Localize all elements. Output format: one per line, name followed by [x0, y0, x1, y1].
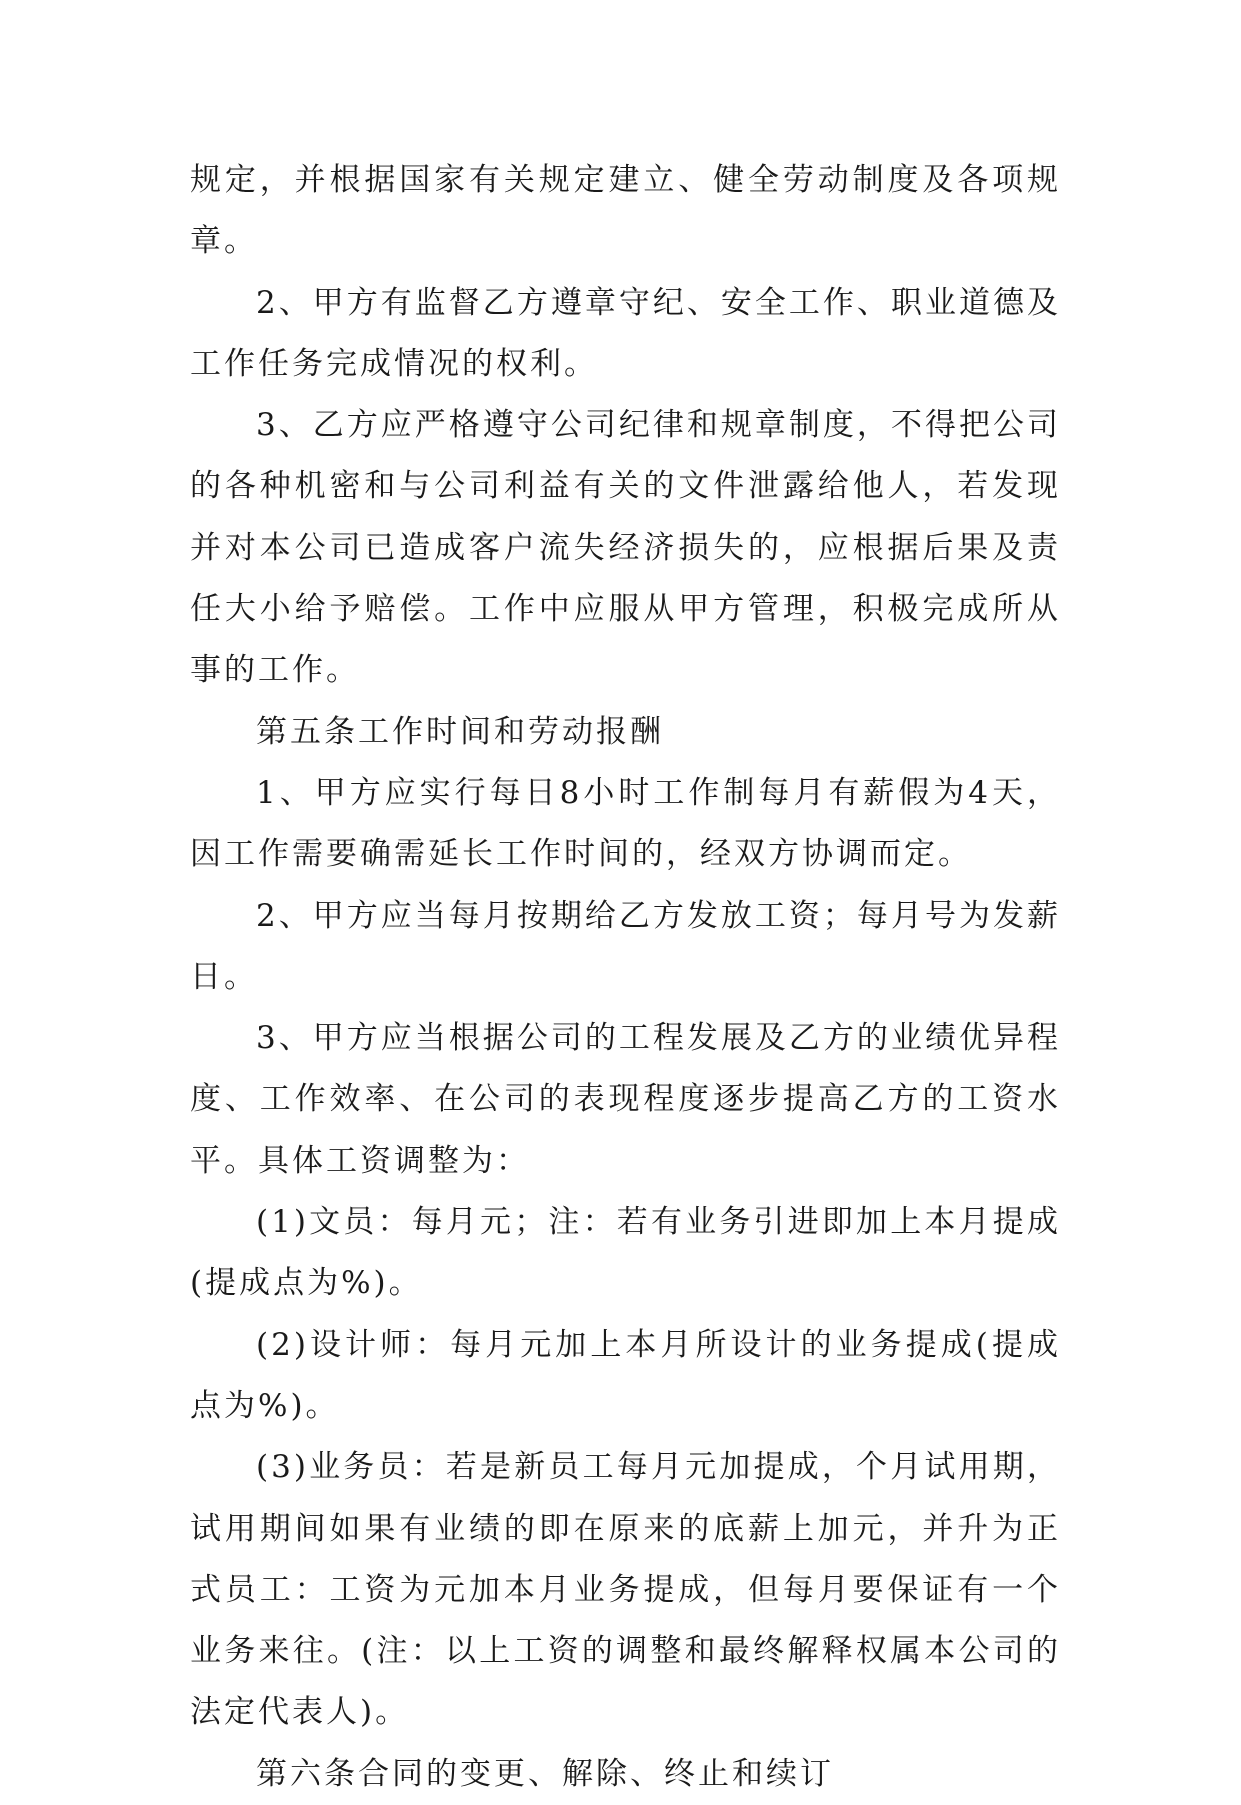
- paragraph-article-5-item-2: 2、甲方应当每月按期给乙方发放工资；每月号为发薪日。: [190, 897, 1061, 995]
- document-body: [190, 150, 1061, 1805]
- paragraph-clause-2-supervision: 2、甲方有监督乙方遵章守纪、安全工作、职业道德及工作任务完成情况的权利。: [190, 284, 1061, 382]
- paragraph-salary-clerk: (1)文员：每月元；注：若有业务引进即加上本月提成(提成点为%)。: [190, 1204, 1061, 1302]
- section-heading-article-6: 第六条合同的变更、解除、终止和续订: [256, 1755, 834, 1792]
- paragraph-continued-regulations: 规定，并根据国家有关规定建立、健全劳动制度及各项规章。: [190, 162, 1061, 260]
- paragraph-salary-designer: (2)设计师：每月元加上本月所设计的业务提成(提成点为%)。: [190, 1326, 1061, 1424]
- paragraph-salary-salesperson: (3)业务员：若是新员工每月元加提成，个月试用期，试用期间如果有业绩的即在原来的底薪上加元，并升为正式员工：工资为元加本月业务提成，但每月要保证有一个业务来往。(注：以上工资的调整和最终解释权属本公司的法定代表人)。: [190, 1449, 1061, 1731]
- paragraph-article-5-item-1: 1、甲方应实行每日8小时工作制每月有薪假为4天，因工作需要确需延长工作时间的，经双方协调而定。: [190, 774, 1061, 873]
- paragraph-clause-3-confidentiality: 3、乙方应严格遵守公司纪律和规章制度，不得把公司的各种机密和与公司利益有关的文件泄露给他人，若发现并对本公司已造成客户流失经济损失的，应根据后果及责任大小给予赔偿。工作中应服从甲方管理，积极完成所从事的工作。: [190, 407, 1061, 689]
- paragraph-article-5-item-3: 3、甲方应当根据公司的工程发展及乙方的业绩优异程度、工作效率、在公司的表现程度逐步提高乙方的工资水平。具体工资调整为：: [190, 1020, 1061, 1179]
- section-heading-article-5: 第五条工作时间和劳动报酬: [256, 713, 664, 750]
